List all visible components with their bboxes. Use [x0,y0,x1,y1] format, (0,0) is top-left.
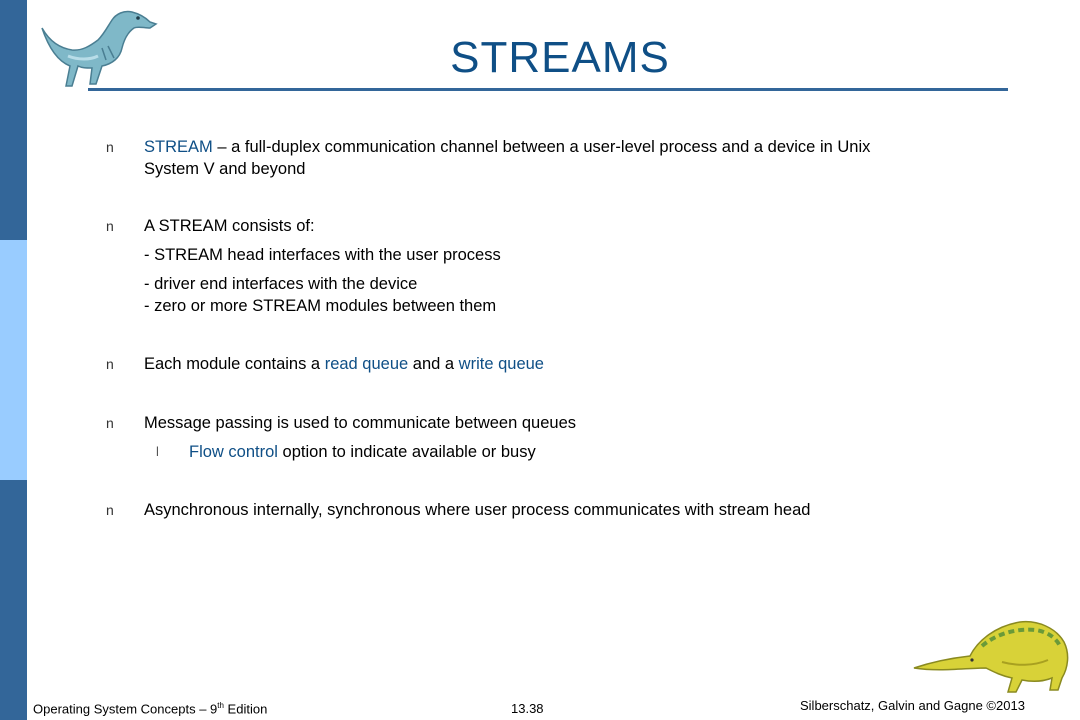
sub-bullet-icon: l [156,444,159,459]
bullet-text-segment: Each module contains a [144,355,325,373]
page-title: STREAMS [450,33,670,82]
bullet-icon: n [106,218,114,234]
bullet-icon: n [106,502,114,518]
bullet-text: Asynchronous internally, synchronous where user process communicates with stream head [144,501,811,519]
footer-book-title [33,701,267,716]
bullet-text [144,353,974,375]
bullet-text: Message passing is used to communicate between queues [144,414,577,432]
list-item [0,499,1000,523]
term: write queue [458,355,544,373]
footer-copyright: Silberschatz, Galvin and Gagne ©2013 [800,698,1025,713]
sidebar-segment-dark [0,0,27,240]
bullet-icon: n [106,356,114,372]
term: read queue [324,355,409,373]
sub-list-item [0,441,1000,465]
bullet-icon: n [106,139,114,155]
bullet-text-segment: – a full-duplex communication channel between a user-level process and a device in Unix [212,138,871,156]
dinosaur-icon [912,606,1072,698]
page-number: 13.38 [511,701,544,716]
bullet-text: A STREAM consists of: [144,217,315,235]
bullet-text [144,136,974,180]
bullet-text-segment: and a [408,355,459,373]
term: STREAM [144,138,213,156]
bullet-text-segment: option to indicate available or busy [277,443,536,461]
footer-book-suffix: Edition [223,701,268,717]
footer-book-sup: th [217,701,224,710]
term: Flow control [189,443,278,461]
bullet-text-segment: System V and beyond [144,160,306,178]
list-item [0,136,1000,182]
detail-line: - zero or more STREAM modules between them [144,297,497,315]
list-item [0,353,1000,377]
list-item [0,215,1000,239]
dinosaur-icon [38,6,164,90]
footer-book-prefix: Operating System Concepts – 9 [33,701,218,717]
title-divider [88,88,1008,91]
detail-line: - driver end interfaces with the device [144,275,418,293]
list-item [0,412,1000,436]
bullet-icon: n [106,415,114,431]
detail-line: - STREAM head interfaces with the user process [144,246,501,264]
sub-bullet-text [189,441,969,463]
